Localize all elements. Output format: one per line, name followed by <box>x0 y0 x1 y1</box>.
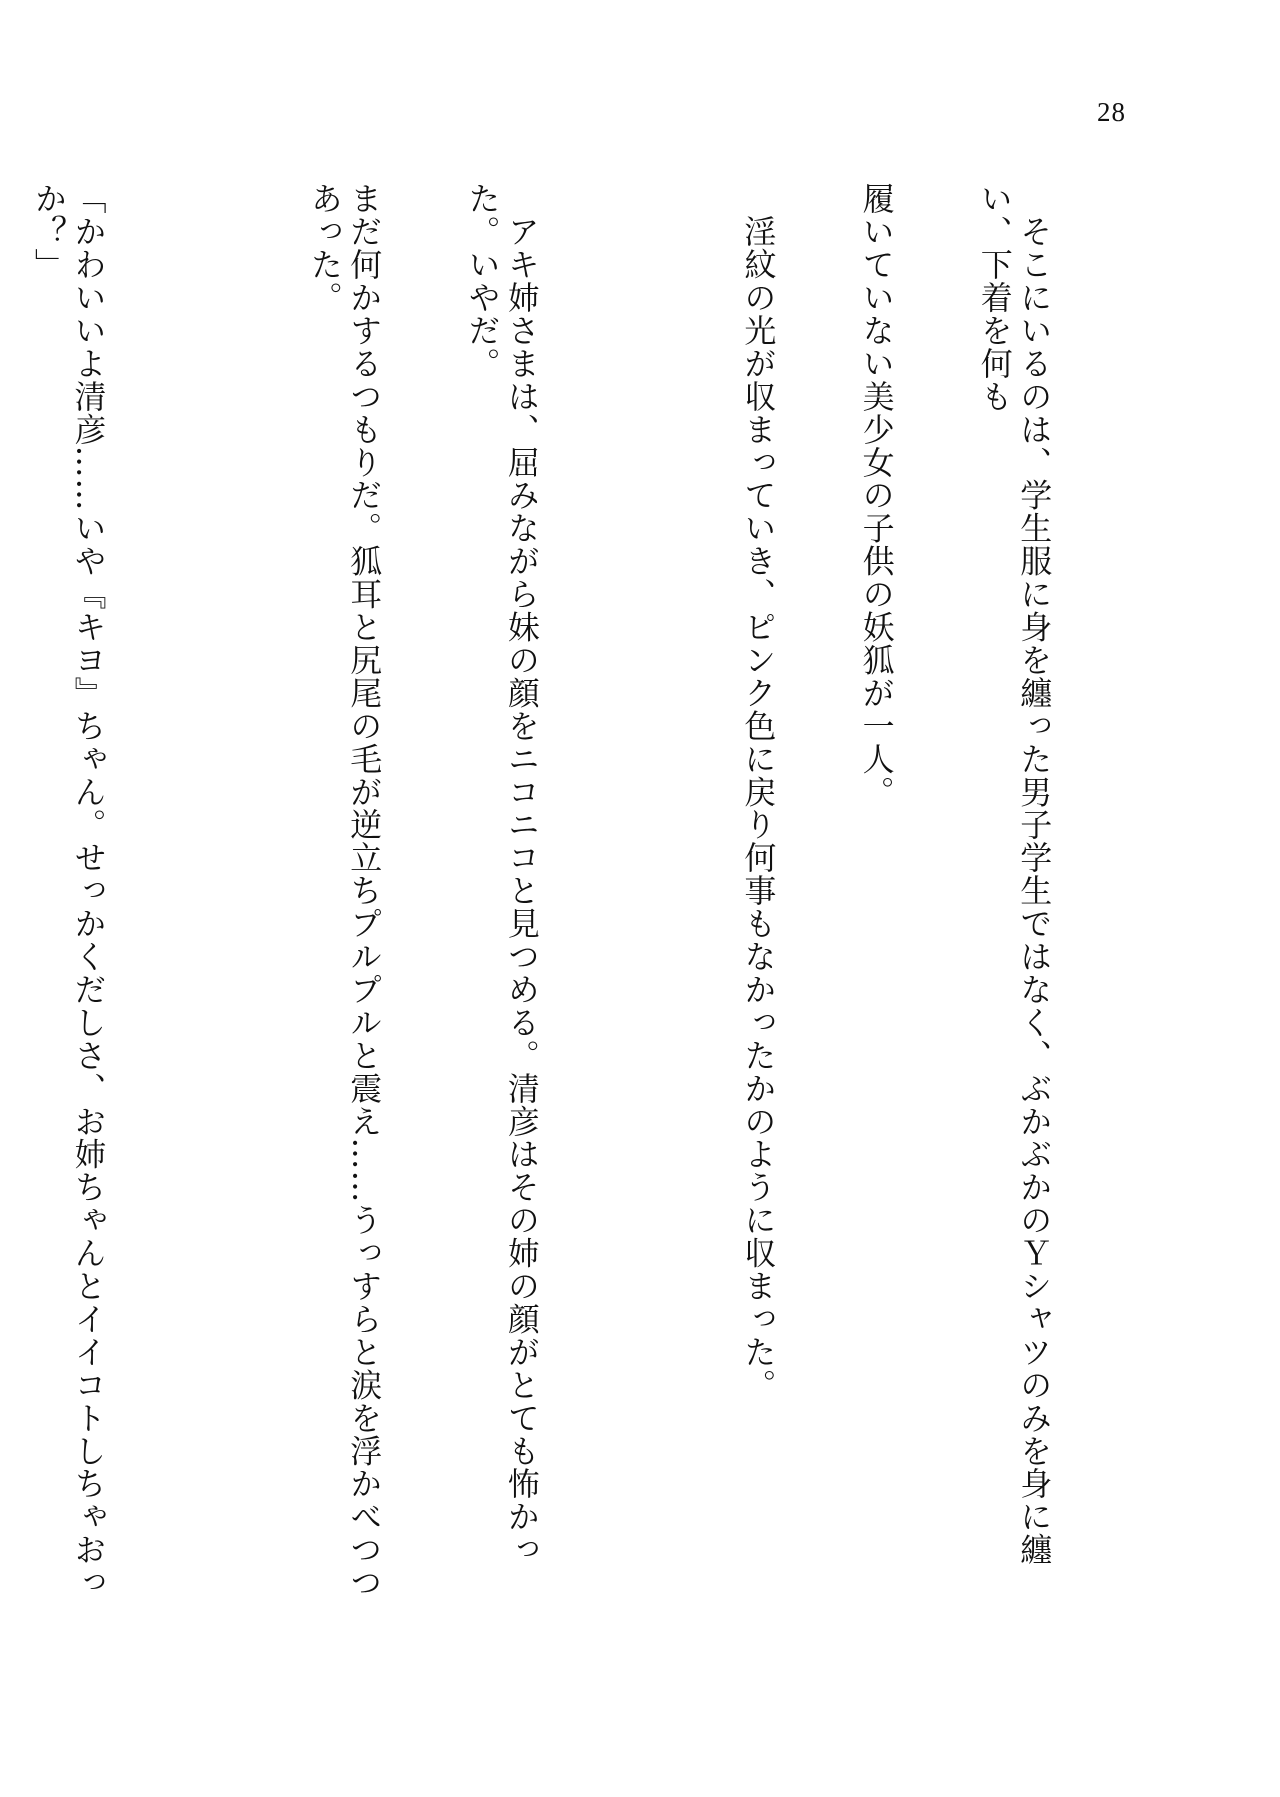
page-number: 28 <box>1097 97 1126 127</box>
body-text <box>0 182 1132 1622</box>
text-line: そこにいるのは、学生服に身を纏った男子学生ではなく、ぶかぶかのＹシャツのみを身に纏い、下着を何も <box>975 182 1054 1566</box>
text-line: 履いていない美少女の子供の妖狐が一人。 <box>857 182 896 809</box>
text-line: まだ何かするつもりだ。狐耳と尻尾の毛が逆立ちプルプルと震え……うっすらと涙を浮かべつつあった。 <box>305 182 384 1599</box>
text-line: 「かわいいよ清彦……いや『キヨ』ちゃん。せっかくだしさ、お姉ちゃんとイイコトしちゃおっか？」 <box>30 182 108 1599</box>
text-line: 淫紋の光が収まっていき、ピンク色に戻り何事もなかったかのように収まった。 <box>739 182 778 1402</box>
text-line: アキ姉さまは、屈みながら妹の顔をニコニコと見つめる。清彦はその姉の顔がとても怖かった。いやだ。 <box>463 182 541 1566</box>
